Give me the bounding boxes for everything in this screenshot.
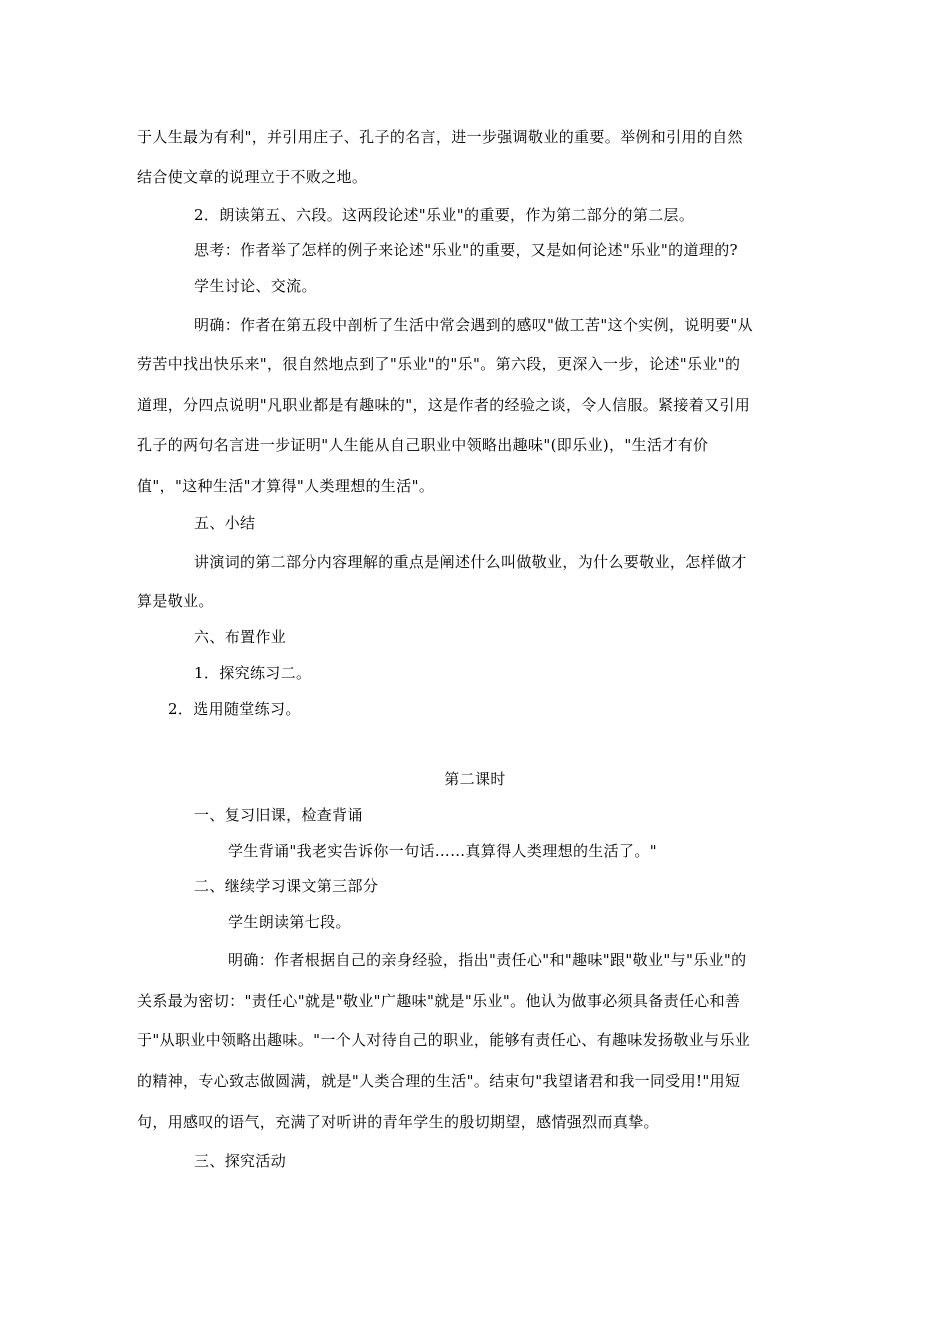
text-line: 值"，"这种生活"才算得"人类理想的生活"。 <box>137 477 435 495</box>
text-line: 学生讨论、交流。 <box>194 277 317 295</box>
section-heading: 一、复习旧课，检查背诵 <box>194 806 363 824</box>
text-line: 算是敬业。 <box>137 592 214 610</box>
text-line: 结合使文章的说理立于不败之地。 <box>137 168 368 186</box>
list-item: 2．选用随堂练习。 <box>168 700 301 718</box>
text-line: 学生背诵"我老实告诉你一句话……真算得人类理想的生活了。" <box>228 842 657 860</box>
section-heading: 三、探究活动 <box>194 1152 287 1170</box>
lesson-title: 第二课时 <box>444 770 506 788</box>
text-line: 明确：作者根据自己的亲身经验，指出"责任心"和"趣味"跟"敬业"与"乐业"的 <box>228 951 747 969</box>
text-line: 于"从职业中领略出趣味。"一个人对待自己的职业，能够有责任心、有趣味发扬敬业与乐业 <box>137 1031 751 1049</box>
text-line: 学生朗读第七段。 <box>228 913 351 931</box>
text-line: 讲演词的第二部分内容理解的重点是阐述什么叫做敬业，为什么要敬业，怎样做才 <box>194 553 747 571</box>
text-line: 2．朗读第五、六段。这两段论述"乐业"的重要，作为第二部分的第二层。 <box>194 206 695 224</box>
text-line: 道理，分四点说明"凡职业都是有趣味的"，这是作者的经验之谈，令人信服。紧接着又引用 <box>137 396 751 414</box>
list-item: 1．探究练习二。 <box>194 664 312 682</box>
section-heading: 五、小结 <box>194 514 256 532</box>
text-line: 劳苦中找出快乐来"，很自然地点到了"乐业"的"乐"。第六段，更深入一步，论述"乐业"的 <box>137 355 741 373</box>
text-line: 于人生最为有利"，并引用庄子、孔子的名言，进一步强调敬业的重要。举例和引用的自然 <box>137 128 743 146</box>
text-line: 的精神，专心致志做圆满，就是"人类合理的生活"。结束句"我望诸君和我一同受用!"用短 <box>137 1072 741 1090</box>
text-line: 孔子的两句名言进一步证明"人生能从自己职业中领略出趣味"(即乐业)，"生活才有价 <box>137 436 709 454</box>
text-line: 关系最为密切："责任心"就是"敬业"广趣味"就是"乐业"。他认为做事必须具备责任心和善 <box>137 992 741 1010</box>
section-heading: 二、继续学习课文第三部分 <box>194 877 379 895</box>
text-line: 思考：作者举了怎样的例子来论述"乐业"的重要，又是如何论述"乐业"的道理的? <box>194 241 738 259</box>
text-line: 句，用感叹的语气，充满了对听讲的青年学生的殷切期望，感情强烈而真挚。 <box>137 1113 659 1131</box>
section-heading: 六、布置作业 <box>194 628 287 646</box>
text-line: 明确：作者在第五段中剖析了生活中常会遇到的感叹"做工苦"这个实例，说明要"从 <box>194 316 754 334</box>
